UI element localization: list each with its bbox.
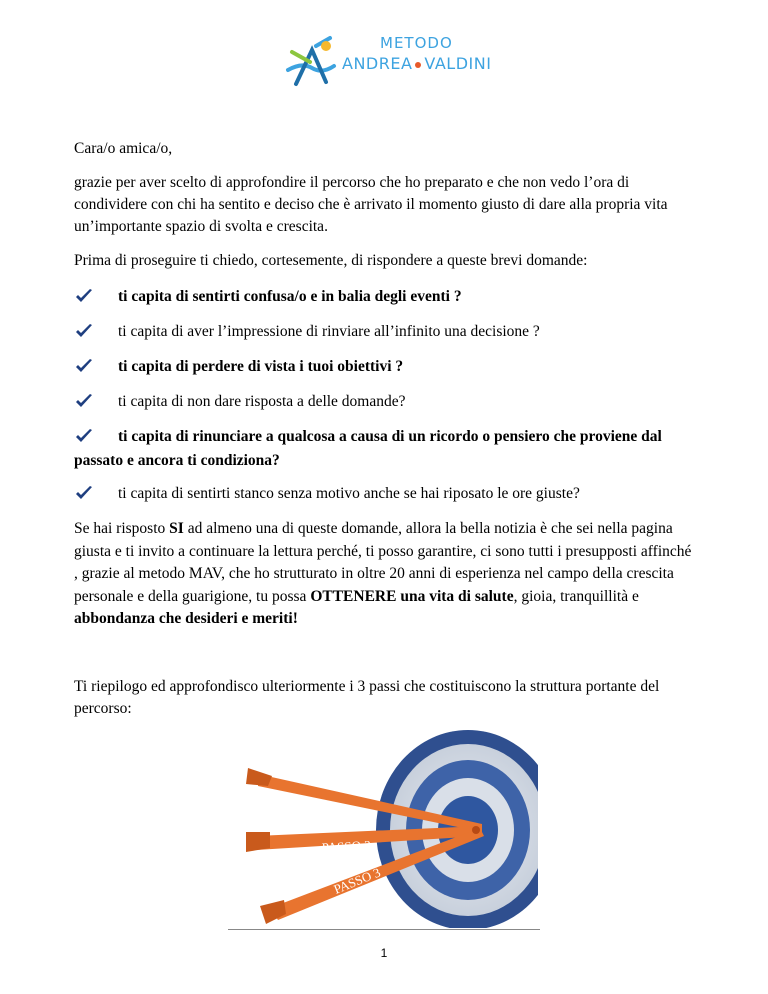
logo-line2-left: ANDREA	[342, 54, 413, 73]
question-5	[74, 425, 694, 473]
logo-line2	[342, 54, 491, 73]
question-text: ti capita di perdere di vista i tuoi obiettivi ?	[118, 358, 404, 375]
summary-text: Se hai risposto	[74, 520, 170, 537]
checkmark-icon	[74, 392, 94, 410]
logo-dot-icon	[415, 62, 421, 68]
checkmark-icon	[74, 484, 94, 502]
checkmark-icon	[74, 427, 94, 445]
question-text: ti capita di sentirti stanco senza motivo anche se hai riposato le ore giuste?	[118, 485, 580, 502]
question-6	[74, 482, 694, 506]
summary-paragraph	[74, 518, 694, 631]
question-3	[74, 355, 694, 379]
logo	[282, 32, 492, 92]
summary-bold-1: OTTENERE una vita di salute	[310, 587, 514, 605]
question-text: ti capita di sentirti confusa/o e in balia degli eventi ?	[118, 288, 462, 305]
target-illustration	[228, 728, 538, 928]
figure-baseline	[228, 929, 540, 930]
greeting: Cara/o amica/o,	[74, 140, 173, 157]
intro-paragraph: grazie per aver scelto di approfondire il percorso che ho preparato e che non vedo l’ora di condividere con chi ha sentito e deciso che è arrivato il momento giusto di dare alla propria vita un’importante spazio di svolta e crescita.	[74, 174, 668, 235]
question-text: ti capita di non dare risposta a delle domande?	[118, 393, 406, 410]
checkmark-icon	[74, 357, 94, 375]
summary-text: ad almeno una di queste domande, allora la bella notizia è che sei nella pagina giusta e ti invito a continuare la lettura perché, ti posso garantire, ci sono tutti i presupposti affinché , grazie al metodo MAV, che ho strutturato in oltre 20 anni di esperienza nel campo della crescita personale e della guarigione, tu possa	[74, 520, 692, 605]
logo-line2-right: VALDINI	[424, 54, 492, 73]
summary-bold-2: abbondanza che desideri e meriti!	[74, 610, 298, 627]
question-text: ti capita di aver l’impressione di rinviare all’infinito una decisione ?	[118, 323, 540, 340]
question-1	[74, 285, 694, 309]
arrow-label-2: PASSO 2	[321, 837, 372, 855]
question-4	[74, 390, 694, 414]
logo-line1: METODO	[380, 34, 453, 52]
outro-paragraph: Ti riepilogo ed approfondisco ulteriormente i 3 passi che costituiscono la struttura portante del percorso:	[74, 678, 660, 717]
summary-si: SI	[169, 520, 184, 537]
question-text: ti capita di rinunciare a qualcosa a causa di un ricordo o pensiero che proviene dal passato e ancora ti condiziona?	[74, 428, 662, 469]
logo-figure-icon	[282, 32, 342, 92]
arrow-label-1: PASSO 1	[319, 772, 371, 798]
arrow-label-3: PASSO 3	[331, 864, 383, 897]
checkmark-icon	[74, 287, 94, 305]
question-2	[74, 320, 694, 344]
page-number: 1	[380, 946, 388, 960]
summary-text: , gioia, tranquillità e	[513, 587, 639, 605]
prompt-paragraph: Prima di proseguire ti chiedo, cortesemente, di rispondere a queste brevi domande:	[74, 252, 588, 269]
checkmark-icon	[74, 322, 94, 340]
